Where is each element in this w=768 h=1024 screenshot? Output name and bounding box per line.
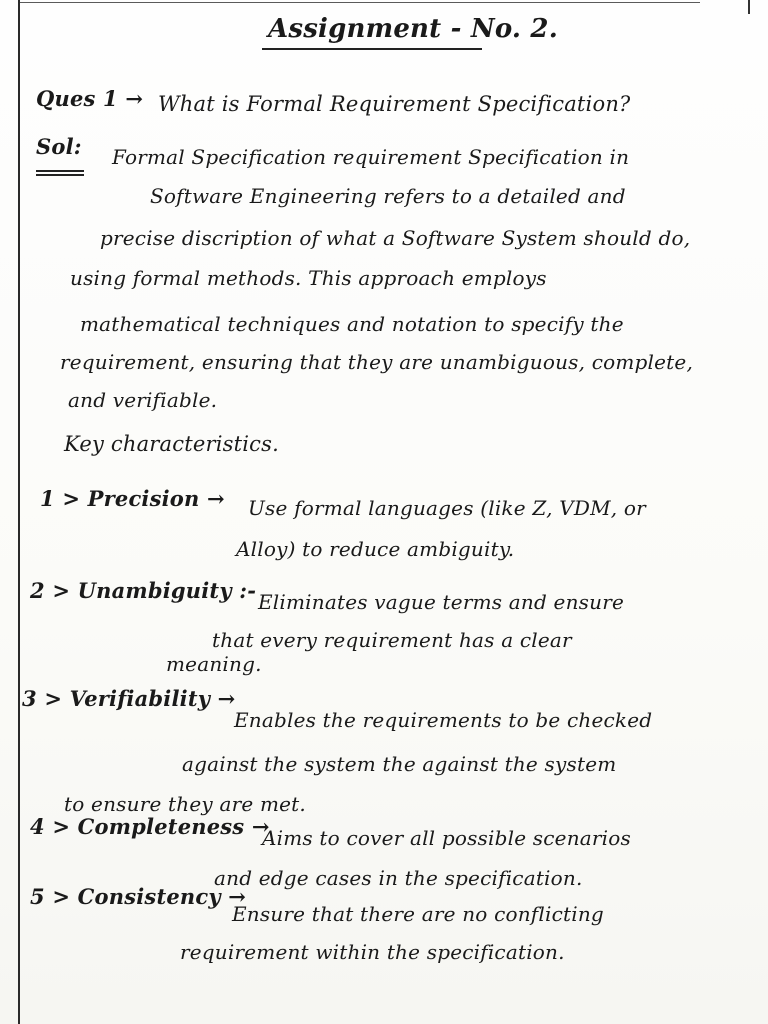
top-ruled-line — [20, 2, 700, 3]
characteristic-2-line-2: that every requirement has a clear — [212, 628, 572, 652]
page-title: Assignment - No. 2. — [268, 14, 558, 44]
characteristic-3-line-1: Enables the requirements to be checked — [234, 708, 653, 732]
characteristic-4-line-2: and edge cases in the specification. — [214, 866, 583, 890]
characteristic-1-label: 1 > Precision → — [40, 486, 225, 511]
characteristic-5-line-1: Ensure that there are no conflicting — [232, 902, 604, 926]
solution-label: Sol: — [36, 134, 82, 159]
question-label: Ques 1 → — [36, 86, 144, 111]
title-underline — [262, 48, 482, 50]
right-edge-mark — [748, 0, 750, 14]
characteristic-3-line-2: against the system the against the system — [182, 752, 617, 776]
paragraph-line-1: Formal Specification requirement Specification in — [112, 145, 630, 169]
characteristic-1-line-1: Use formal languages (like Z, VDM, or — [248, 496, 646, 520]
characteristic-1-line-2: Alloy) to reduce ambiguity. — [236, 537, 515, 561]
characteristic-3-line-3: to ensure they are met. — [64, 792, 306, 816]
key-characteristics-heading: Key characteristics. — [64, 432, 279, 456]
characteristic-2-line-1: Eliminates vague terms and ensure — [258, 590, 624, 614]
question-text: What is Formal Requirement Specification? — [158, 92, 631, 116]
characteristic-3-label: 3 > Verifiability → — [22, 686, 236, 711]
characteristic-5-label: 5 > Consistency → — [30, 884, 247, 909]
characteristic-5-line-2: requirement within the specification. — [180, 940, 565, 964]
paragraph-line-2: Software Engineering refers to a detailed and — [150, 184, 626, 208]
characteristic-2-label: 2 > Unambiguity :- — [30, 578, 257, 603]
paragraph-line-6: requirement, ensuring that they are unambiguous, complete, — [60, 350, 693, 374]
characteristic-4-label: 4 > Completeness → — [30, 814, 270, 839]
paragraph-line-3: precise discription of what a Software System should do, — [100, 226, 691, 250]
margin-line — [18, 0, 20, 1024]
characteristic-2-line-3: meaning. — [166, 652, 262, 676]
paragraph-line-4: using formal methods. This approach employs — [70, 266, 547, 290]
paragraph-line-5: mathematical techniques and notation to specify the — [80, 312, 624, 336]
characteristic-4-line-1: Aims to cover all possible scenarios — [262, 826, 631, 850]
solution-underline-2 — [36, 174, 84, 176]
paragraph-line-7: and verifiable. — [68, 388, 218, 412]
solution-underline — [36, 170, 84, 172]
